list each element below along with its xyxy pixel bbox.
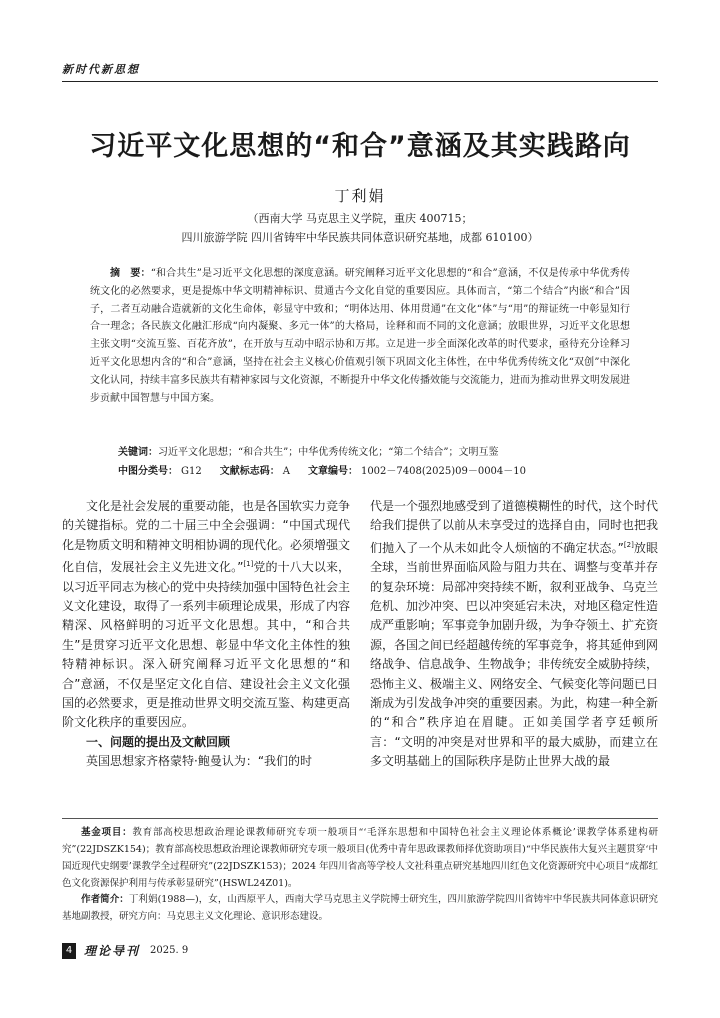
header-rule <box>62 81 658 82</box>
keywords <box>118 443 630 458</box>
author-bio <box>62 891 658 925</box>
article-no-value: 1002－7408(2025)09－0004－10 <box>360 466 527 477</box>
issue-date: 2025. 9 <box>150 945 189 956</box>
page-footer <box>62 942 188 959</box>
doc-code-label: 文献标志码： <box>219 466 280 477</box>
classification-line <box>118 462 630 477</box>
body-column-left <box>62 497 350 772</box>
body-paragraph: 英国思想家齐格蒙特·鲍曼认为：“我们的时 <box>86 754 313 769</box>
abstract-label: 摘 要： <box>110 268 151 279</box>
keywords-label: 关键词： <box>118 447 158 458</box>
section-label: 新时代新思想 <box>62 63 140 76</box>
clc-value: G12 <box>181 466 202 477</box>
keywords-text: 习近平文化思想；“和合共生”；中华优秀传统文化；“第二个结合”；文明互鉴 <box>158 447 499 458</box>
footnote-rule <box>62 818 658 819</box>
abstract <box>90 265 630 407</box>
section-heading: 一、问题的提出及文献回顾 <box>86 734 231 749</box>
body-paragraph: 代是一个强烈地感受到了道德模糊性的时代，这个时代给我们提供了以前从未享受过的选择自由，同时也把我们抛入了一个从未如此令人烦恼的不确定状态。”[2]放眼全球，当前世界面临风险与阻力共在、调整与变革并存的复杂环境：局部冲突持续不断，叙利亚战争、乌克兰危机、加沙冲突、巴以冲突延宕未决，对地区稳定性造成严重影响；军事竞争加剧升级，为争夺领土、扩充资源，各国之间已经超越传统的军事竞争，将其延伸到网络战争、信息战争、生物战争；非传统安全威胁持续，恐怖主义、极端主义、网络安全、气候变化等问题已日渐成为引发战争冲突的重要因素。为此，构建一种全新的“和合”秩序迫在眉睫。正如美国学者亨廷顿所言：“文明的冲突是对世界和平的最大威胁，而建立在多文明基础上的国际秩序是防止世界大战的最 <box>370 499 659 769</box>
article-title: 习近平文化思想的“和合”意涵及其实践路向 <box>89 131 631 162</box>
funding-note <box>62 824 658 892</box>
abstract-text: “和合共生”是习近平文化思想的深度意涵。研究阐释习近平文化思想的“和合”意涵，不仅是传承中华优秀传统文化的必然要求，更是提炼中华文明精神标识、贯通古今文化自觉的重要因应。具体而言，“第二个结合”内嵌“和合”因子，二者互动融合造就新的文化生命体，彰显守中致和；“明体达用、体用贯通”在文化“体”与“用”的辩证统一中彰显知行合一理念；各民族文化融汇形成“向内凝聚、多元一体”的大格局，诠释和而不同的文化意涵；放眼世界，习近平文化思想主张文明“交流互鉴、百花齐放”，在开放与互动中昭示协和万邦。立足进一步全面深化改革的时代要求，亟待充分诠释习近平文化思想内含的“和合”意涵，坚持在社会主义核心价值观引领下巩固文化主体性，在中华优秀传统文化“双创”中深化文化认同，持续丰富多民族共有精神家园与文化资源，不断提升中华文化传播效能与交流能力，进而为推动世界文明发展进步贡献中国智慧与中国方案。 <box>90 268 630 404</box>
journal-name: 理论导刊 <box>84 944 141 958</box>
clc-label: 中图分类号： <box>118 466 178 477</box>
author-name: 丁利娟 <box>334 187 386 205</box>
citation-ref[interactable]: [1] <box>243 560 254 569</box>
article-no-label: 文章编号： <box>307 466 358 477</box>
affiliation-line-1: （西南大学 马克思主义学院，重庆 400715； <box>247 212 473 225</box>
page-number: 4 <box>62 943 76 959</box>
funding-text: 教育部高校思想政治理论课教师研究专项一般项目“‘毛泽东思想和中国特色社会主义理论体系概论’课教学体系建构研究”(22JDSZK154)；教育部高校思想政治理论课教师研究专项一般项目(优秀中青年思政课教师择优资助项目)“中华民族伟大复兴主题贯穿‘中国近现代史纲要’课教学全过程研究”(22JDSZK153)；2024 年四川省高等学校人文社科重点研究基地四川红色文化资源研究中心项目“成都红色文化资源保护利用与传承彰显研究”(HSWL24Z01)。 <box>62 827 658 889</box>
citation-ref[interactable]: [2] <box>623 540 634 549</box>
body-paragraph: 文化是社会发展的重要动能，也是各国软实力竞争的关键指标。党的二十届三中全会强调：“中国式现代化是物质文明和精神文明相协调的现代化。必须增强文化自信，发展社会主义先进文化。”[1]党的十八大以来，以习近平同志为核心的党中央持续加强中国特色社会主义文化建设，取得了一系列丰硕理论成果，形成了内容精深、风格鲜明的习近平文化思想。其中，“和合共生”是贯穿习近平文化思想、彰显中华文化主体性的独特精神标识。深入研究阐释习近平文化思想的“和合”意涵，不仅是坚定文化自信、建设社会主义文化强国的必然要求，更是推动世界文明交流互鉴、构建更高阶文化秩序的重要因应。 <box>62 499 351 730</box>
bio-label: 作者简介： <box>81 894 129 905</box>
funding-label: 基金项目： <box>81 827 133 838</box>
affiliation-line-2: 四川旅游学院 四川省铸牢中华民族共同体意识研究基地，成都 610100） <box>181 231 539 244</box>
doc-code-value: A <box>282 466 290 477</box>
body-column-right <box>370 497 658 772</box>
bio-text: 丁利娟(1988—)，女，山西原平人，西南大学马克思主义学院博士研究生，四川旅游学院四川省铸牢中华民族共同体意识研究基地副教授，研究方向：马克思主义文化理论、意识形态建设。 <box>62 894 658 922</box>
